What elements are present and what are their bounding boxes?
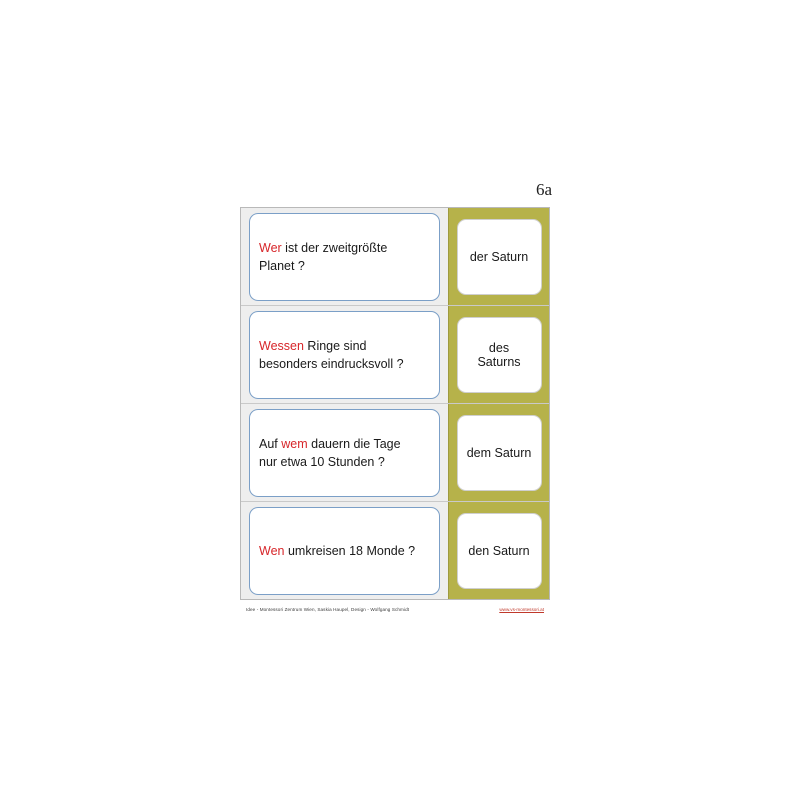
question-card[interactable] (249, 311, 440, 399)
answer-cell (448, 208, 549, 305)
question-cell (241, 306, 448, 403)
question-text (259, 337, 404, 373)
question-line2: besonders eindrucksvoll ? (259, 356, 404, 371)
question-keyword: Wer (259, 240, 282, 255)
question-text (259, 435, 401, 471)
table-row (241, 305, 549, 403)
answer-card[interactable] (457, 415, 542, 491)
answer-cell (448, 502, 549, 599)
table-row (241, 403, 549, 501)
table-row (241, 501, 549, 599)
footer (240, 600, 550, 618)
question-cell (241, 502, 448, 599)
answer-card[interactable] (457, 219, 542, 295)
question-line2: nur etwa 10 Stunden ? (259, 454, 385, 469)
answer-text: des Saturns (477, 340, 521, 369)
answer-card[interactable] (457, 317, 542, 393)
question-text (259, 239, 387, 275)
question-cell (241, 404, 448, 501)
worksheet-sheet (240, 180, 556, 624)
question-card[interactable] (249, 507, 440, 595)
page-label: 6a (535, 180, 552, 199)
question-card[interactable] (249, 409, 440, 497)
question-cell (241, 208, 448, 305)
answer-text: dem Saturn (466, 445, 532, 460)
question-prefix: Auf (259, 436, 282, 451)
question-keyword: wem (281, 436, 308, 451)
question-rest: Ringe sind (303, 338, 367, 353)
footer-link[interactable]: www.vs-montessori.at (499, 606, 544, 612)
question-card[interactable] (249, 213, 440, 301)
card-grid (240, 207, 550, 600)
answer-text: der Saturn (469, 249, 529, 264)
answer-cell (448, 306, 549, 403)
question-rest: dauern die Tage (307, 436, 401, 451)
answer-card[interactable] (457, 513, 542, 589)
table-row (241, 208, 549, 305)
question-rest: umkreisen 18 Monde ? (284, 543, 416, 558)
answer-cell (448, 404, 549, 501)
question-rest: ist der zweitgrößte (281, 240, 388, 255)
question-keyword: Wessen (259, 338, 304, 353)
footer-credit: Idee - Montessori Zentrum Wien, Saskia Haupel, Design - Wolfgang Schmidt (246, 606, 410, 612)
answer-text: den Saturn (468, 543, 530, 558)
question-line2: Planet ? (259, 258, 305, 273)
question-keyword: Wen (259, 543, 285, 558)
question-text (259, 542, 415, 560)
